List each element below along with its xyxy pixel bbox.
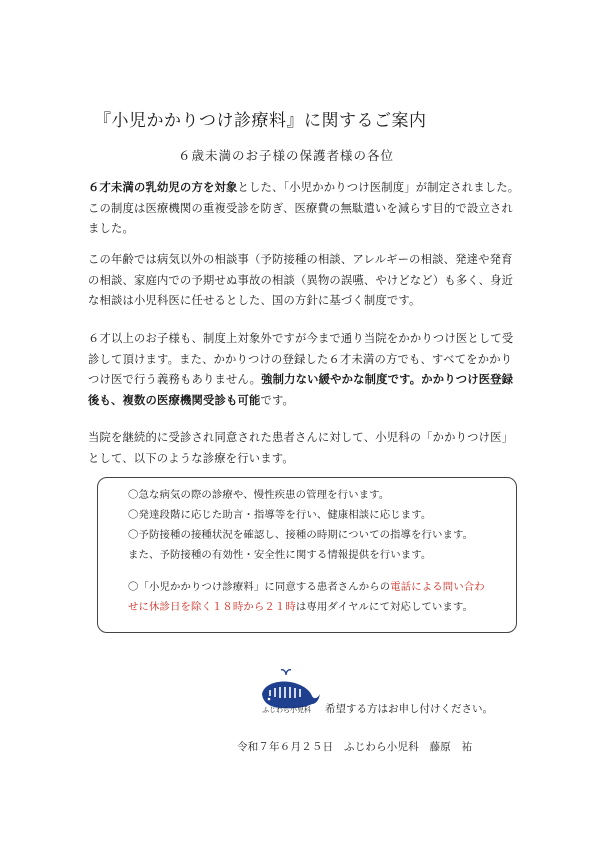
logo-caption: ふじわら小児科 — [262, 706, 311, 714]
page-title: 『小児かかりつけ診療料』に関するご案内 — [94, 111, 427, 131]
phone-line-text: 〇「小児かかりつけ診療料」に同意する患者さんからの — [128, 581, 391, 593]
phone-line-tail: は専用ダイヤルにて対応しています。 — [295, 601, 474, 613]
services-box — [97, 477, 517, 633]
service-item-vaccination-info: また、予防接種の有効性・安全性に関する情報提供を行います。 — [128, 549, 432, 561]
paragraph-services-intro: 当院を継続的に受診され同意された患者さんに対して、小児科の「かかりつけ医」として、以下のような診療を行います。 — [88, 431, 514, 465]
over-six-text: ６才以上のお子様も、制度上対象外ですが今まで通り当院をかかりつけ医として受診して頂けます。また、かかりつけの登録した６才未満の方でも、すべてをかかりつけ医で行う義務もありません。 — [88, 332, 514, 386]
over-six-bold-2: かかりつけ医登録後も、複数の医療機関受診も可能 — [88, 373, 514, 407]
phone-line-highlight-2: せに休診日を除く１８時から２１時 — [128, 601, 296, 613]
phone-line-highlight-1: 電話による問い合わ — [390, 581, 485, 593]
paragraph-intro — [88, 178, 520, 240]
intro-bold-lead: ６才未満の乳幼児の方を対象 — [88, 181, 238, 194]
service-item-vaccination-guidance: 〇予防接種の接種状況を確認し、接種の時期についての指導を行います。 — [128, 529, 474, 541]
intro-rest: とした、「小児かかりつけ医制度」が制定されました。この制度は医療機関の重複受診を防ぎ、医療費の無駄遣いを減らす目的で設立されました。 — [88, 181, 520, 235]
paragraph-consultation: この年齢では病気以外の相談事（予防接種の相談、アレルギーの相談、発達や発育の相談、家庭内での予期せぬ事故の相談（異物の誤嚥、やけどなど）も多く、身近な相談は小児科医に任せるとした、国の方針に基づく制度です。 — [88, 253, 514, 307]
service-item-phone-line-2 — [128, 598, 473, 613]
over-six-bold-1: 強制力ない緩やかな制度です。 — [261, 373, 422, 386]
page-subtitle: ６歳未満のお子様の保護者様の各位 — [178, 148, 395, 163]
over-six-end: です。 — [260, 393, 295, 407]
request-note: 希望する方はお申し付けください。 — [325, 703, 493, 715]
service-item-development-advice: 〇発達段階に応じた助言・指導等を行い、健康相談に応じます。 — [128, 509, 432, 521]
footer-signature: 令和７年６月２５日 ふじわら小児科 藤原 祐 — [237, 741, 473, 753]
service-item-phone-line-1 — [128, 578, 485, 593]
service-item-acute-care: 〇急な病気の際の診療や、慢性疾患の管理を行います。 — [128, 489, 390, 501]
paragraph-over-six — [88, 329, 520, 411]
